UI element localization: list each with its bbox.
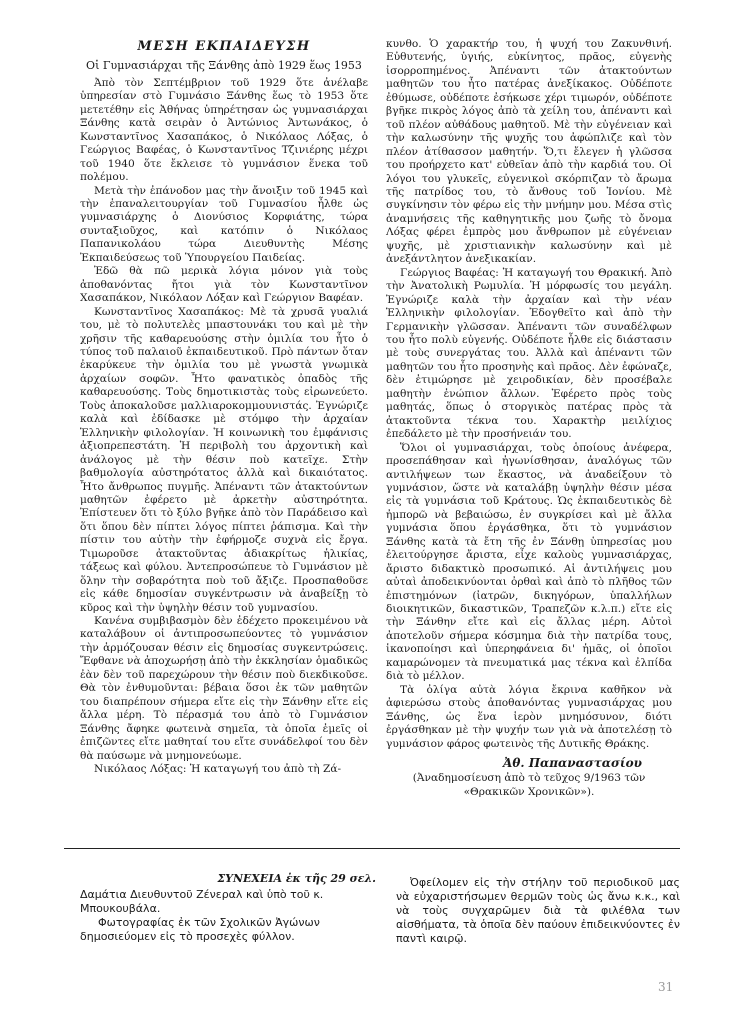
- paragraph: κυνθο. Ὁ χαρακτήρ του, ἡ ψυχή του Ζακυνθινή. Εὐθυτενής, ὑγιής, εὐκίνητος, πρᾶος, εὐγενὴς ἰσορροπημένος. Ἀπέναντι τῶν ἀτακτούντων μαθητῶν του ἦτο πατέρας ἀνεξίκακος. Οὐδέποτε ἐθύμωσε, οὐδέποτε ἐσήκωσε χέρι τιμωρόν, οὐδέποτε βγῆκε πικρὸς λόγος ἀπὸ τὰ χείλη του, ἀπέναντι καὶ τοῦ πλέον αὐθάδους μαθητοῦ. Μὲ τὴν εὐγένειαν καὶ τὴν καλωσύνην τῆς ψυχῆς του ἀφώπλιζε καὶ τὸν πλέον ἀτίθασσον μαθητήν. Ὅ,τι ἔλεγεν ἡ γλῶσσα του προήρχετο κατ' εὐθεῖαν ἀπὸ τὴν καρδιά του. Οἱ λόγοι του γλυκεῖς, εὐγενικοὶ σκόρπιζαν τὸ ἄρωμα τῆς πατρίδος του, τὸ ἄνθους τοῦ Ἰονίου. Μὲ συγκίνησιν τὸν φέρω εἰς τὴν μνήμην μου. Μέσα στὶς ἀναμνήσεις τῆς καθηγητικῆς μου ζωῆς τὸ ὄνομα Λόξας φέρει ἐμπρὸς μου ἄνθρωπον μὲ εὐγένειαν ψυχῆς, μὲ χριστιανικὴν καλωσύνην καὶ μὲ ἀνεξάντλητον ἀνεξικακίαν.: [386, 38, 672, 266]
- paragraph: Ὅλοι οἱ γυμνασιάρχαι, τοὺς ὁποίους ἀνέφερα, προσεπάθησαν καὶ ἠγωνίσθησαν, ἀναλόγως τῶν αντιλήψεων των ἕκαστος, νὰ ἀναδείξουν τὸ γυμνάσιον, ὥστε νὰ καταλάβῃ ὑψηλὴν θέσιν μέσα εἰς τὰ γυμνάσια τοῦ Κράτους. Ὡς ἐκπαιδευτικὸς δὲ ἠμπορῶ νὰ βεβαιώσω, ἐν συγκρίσει καὶ μὲ ἄλλα γυμνάσια ὅπου ἐργάσθηκα, ὅτι τὸ γυμνάσιον Ξάνθης κατὰ τὰ ἔτη τῆς ἐν Ξάνθῃ ὑπηρεσίας μου ἐλειτούργησε ἄριστα, εἶχε καλοὺς γυμνασιάρχας, ἄριστο διδακτικὸ προσωπικό. Αἱ ἀντιλήψεις μου αὐταὶ ἀποδεικνύονται ὀρθαὶ καὶ ἀπὸ τὸ πλῆθος τῶν ἐπιστημόνων (ἰατρῶν, δικηγόρων, ὑπαλλήλων διοικητικῶν, δικαστικῶν, Τραπεζῶν κ.λ.π.) εἴτε εἰς τὴν Ξάνθην εἴτε καὶ εἰς ἄλλας μέρη. Αὐτοὶ ἀποτελοῦν σήμερα κόσμημα διὰ τὴν πατρίδα τους, ἱκανοποίησι καὶ ὑπερηφάνεια δι' ἡμᾶς, οἱ ὁποῖοι καμαρώνομεν τὰ πνευματικά μας τέκνα καὶ ἐλπίδα διὰ τὸ μέλλον.: [386, 441, 672, 683]
- paragraph: Ἐδῶ θὰ πῶ μερικὰ λόγια μόνον γιὰ τοὺς ἀποθανόντας ἤτοι γιὰ τὸν Κωνσταντῖνον Χασαπάκον, Νικόλαον Λόξαν καὶ Γεώργιον Βαφέαν.: [80, 265, 368, 305]
- paragraph: Νικόλαος Λόξας: Ἡ καταγωγή του ἀπὸ τὴ Ζά-: [94, 763, 342, 776]
- paragraph: Τὰ ὀλίγα αὐτὰ λόγια ἔκρινα καθῆκον νὰ ἀφιερώσω στοὺς ἀποθανόντας γυμνασιάρχας μου Ξάνθης, ὡς ἕνα ἱερὸν μνημόσυνον, διότι ἐργάσθηκαν μὲ τὴν ψυχήν των γιὰ νὰ ἀποτελέσῃ τὸ γυμνάσιον φάρος φωτεινὸς τῆς Δυτικῆς Θράκης.: [386, 683, 672, 750]
- right-column: [386, 38, 672, 799]
- paragraph: Μετὰ τὴν ἐπάνοδον μας τὴν ἄνοιξιν τοῦ 1945 καὶ τὴν ἐπαναλειτουργίαν τοῦ Γυμνασίου ἦλθε ὡς γυμνασιάρχης ὁ Διονύσιος Κορφιάτης, τώρα συνταξιοῦχος, καὶ κατόπιν ὁ Νικόλαος Παπανικολάου τώρα Διευθυντὴς Μέσης Ἐκπαιδεύσεως τοῦ Ὑπουργείου Παιδείας.: [80, 184, 368, 264]
- paragraph: Κωνσταντῖνος Χασαπάκος: Μὲ τὰ χρυσᾶ γυαλιά του, μὲ τὸ πολυτελὲς μπαστουνάκι του καὶ μὲ τὴν χρῆσιν τῆς καθαρευούσης στὴν ὁμιλία του ἦτο ὁ τύπος τοῦ παλαιοῦ ἐκπαιδευτικοῦ. Πρὸ πάντων ὅταν ἐκαρύκευε τὴν ὁμιλία του μὲ γνωστὰ γνωμικὰ ἀρχαίων σοφῶν. Ἦτο φανατικὸς ὀπαδὸς τῆς καθαρευούσης. Τοὺς δημοτικιστὰς τοὺς εἰρωνεύετο. Τοὺς ἀποκαλοῦσε μαλλιαροκομμουνιστάς. Ἐγνώριζε καλὰ καὶ ἐδίδασκε μὲ στόμφο τὴν ἀρχαίαν Ἑλληνικὴν φιλολογίαν. Ἡ κοινωνικὴ του ἐμφάνισις ἀξιοπρεπεστάτη. Ἡ περιβολὴ του ἀρχοντικὴ καὶ ἀνάλογος μὲ τὴν θέσιν ποὺ κατεῖχε. Στὴν βαθμολογία αὐστηρότατος ἀλλὰ καὶ δικαιότατος. Ἦτο ἄνθρωπος πυγμῆς. Ἀπέναντι τῶν ἀτακτούντων μαθητῶν ἐφέρετο μὲ ἀρκετὴν αὐστηρότητα. Ἐπίστευεν ὅτι τὸ ξύλο βγῆκε ἀπὸ τὸν Παράδεισο καὶ ὅτι ὅπου δὲν πίπτει λόγος πίπτει ῥάπισμα. Καὶ τὴν πίστιν του αὐτὴν τὴν ἐφήρμοζε συχνὰ εἰς ἔργα. Τιμωροῦσε ἀτακτοῦντας ἀδιακρίτως ἡλικίας, τάξεως καὶ φύλου. Ἀντεπροσώπευε τὸ Γυμνάσιον μὲ ὅλην τὴν σοβαρότητα ποὺ τοῦ ἄξιζε. Προσπαθοῦσε εἰς κάθε δημοσίαν συγκέντρωσιν νὰ ἀναβείξῃ τὸ κῦρος καὶ τὴν ὑψηλὴν θέσιν τοῦ γυμνασίου.: [80, 305, 368, 614]
- thanks-note: Ὀφείλομεν εἰς τὴν στήλην τοῦ περιοδικοῦ μας νὰ εὐχαριστήσωμεν θερμῶν τοὺς ὡς ἄνω κ.κ., καὶ νὰ τοὺς συγχαρῶμεν διὰ τὰ φιλέθλα των αἰσθήματα, τὰ ὁποῖα δὲν παύουν ἐπιδεικνύοντες ἐν παντὶ καιρῷ.: [396, 876, 680, 945]
- page-number: 31: [658, 980, 674, 994]
- section-divider: [64, 848, 680, 849]
- footer-right-notes: [396, 876, 680, 946]
- continued-note: ΣΥΝΕΧΕΙΑ ἐκ τῆς 29 σελ.: [217, 872, 376, 885]
- article-subheading: Οἱ Γυμνασιάρχαι τῆς Ξάνθης ἀπὸ 1929 ἕως 1953: [86, 59, 362, 73]
- donation-note: Δαμάτια Διευθυντοῦ Ζένεραλ καὶ ὑπὸ τοῦ κ. Μπουκουβάλα.: [80, 888, 324, 915]
- paragraph: Ἀπὸ τὸν Σεπτέμβριον τοῦ 1929 ὅτε ἀνέλαβε ὑπηρεσίαν στὸ Γυμνάσιο Ξάνθης ἕως τὸ 1953 ὅτε μετετέθην εἰς Ἀθήνας ὑπηρέτησαν ὡς γυμνασιάρχαι Ξάνθης κατὰ σειρὰν ὁ Ἀντώνιος Ἀντωνάκος, ὁ Κωνσταντῖνος Χασαπάκος, ὁ Νικόλαος Λόξας, ὁ Γεώργιος Βαφέας, ὁ Κωνσταντῖνος Τζινιέρης μέχρι τοῦ 1940 ὅτε ἔκλεισε τὸ γυμνάσιον ἕνεκα τοῦ πολέμου.: [80, 76, 368, 184]
- paragraph: Κανένα συμβιβασμὸν δὲν ἐδέχετο προκειμένου νὰ καταλάβουν οἱ ἀντιπροσωπεύοντες τὸ γυμνάσιον τὴν ἁρμόζουσαν θέσιν εἰς δημοσίας συγκεντρώσεις. Ἔφθανε νὰ ἀποχωρήσῃ ἀπὸ τὴν ἐκκλησίαν ὁμαδικῶς ἐὰν δὲν τοῦ παρεχώρουν τὴν θέσιν ποὺ διεκδικοῦσε. Θὰ τὸν ἐνθυμοῦνται: βέβαια ὅσοι ἐκ τῶν μαθητῶν του διαπρέπουν σήμερα εἴτε εἰς τὴν Ξάνθην εἴτε εἰς ἄλλα μέρη. Τὸ πέρασμά του ἀπὸ τὸ Γυμνάσιον Ξάνθης ἄφηκε φωτεινὰ σημεῖα, τὰ ὁποῖα ἐμεῖς οἱ ἐπιζῶντες εἴτε μαθηταί του εἴτε συνάδελφοί του δὲν θὰ παύσωμε νὰ μνημονεύωμε.: [80, 615, 368, 762]
- paragraph: Γεώργιος Βαφέας: Ἡ καταγωγή του Θρακική. Ἀπὸ τὴν Ἀνατολικὴ Ρωμυλία. Ἡ μόρφωσίς του μεγάλη. Ἐγνώριζε καλὰ τὴν ἀρχαίαν καὶ τὴν νέαν Ἑλληνικὴν φιλολογίαν. Ἐδογθεῖτο καὶ ἀπὸ τὴν Γερμανικὴν γλῶσσαν. Ἀπέναντι τῶν συναδέλφων του ἦτο πολὺ εὐγενής. Οὐδέποτε ἦλθε εἰς διάστασιν μὲ τοὺς συνεργάτας του. Ἀλλὰ καὶ ἀπέναντι τῶν μαθητῶν του ἦτο προσηνὴς καὶ πρᾶος. Δὲν ἐφώναζε, δὲν ἐτιμώρησε μὲ χειροδικίαν, δὲν προσέβαλε μαθητὴν ἐνώπιον ἄλλων. Ἐφέρετο πρὸς τοὺς μαθητάς, ὅπως ὁ στοργικὸς πατέρας πρὸς τὰ ἀτακτοῦντα τέκνα του. Χαρακτὴρ μειλίχιος ἐπεδάλετο μὲ τὴν προσήνειάν του.: [386, 266, 672, 441]
- left-column: [80, 40, 368, 776]
- article-heading: ΜΕΣΗ ΕΚΠΑΙΔΕΥΣΗ: [137, 39, 311, 54]
- footer-left-notes: [80, 872, 376, 944]
- author-signature: Ἀθ. Παπαναστασίου: [503, 756, 642, 771]
- source-note: (Ἀναδημοσίευση ἀπὸ τὸ τεῦχος 9/1963 τῶν «Θρακικῶν Χρονικῶν»).: [412, 772, 646, 798]
- photos-note: Φωτογραφίας ἐκ τῶν Σχολικῶν Ἀγώνων δημοσιεύομεν εἰς τὸ προσεχὲς φύλλον.: [80, 916, 320, 943]
